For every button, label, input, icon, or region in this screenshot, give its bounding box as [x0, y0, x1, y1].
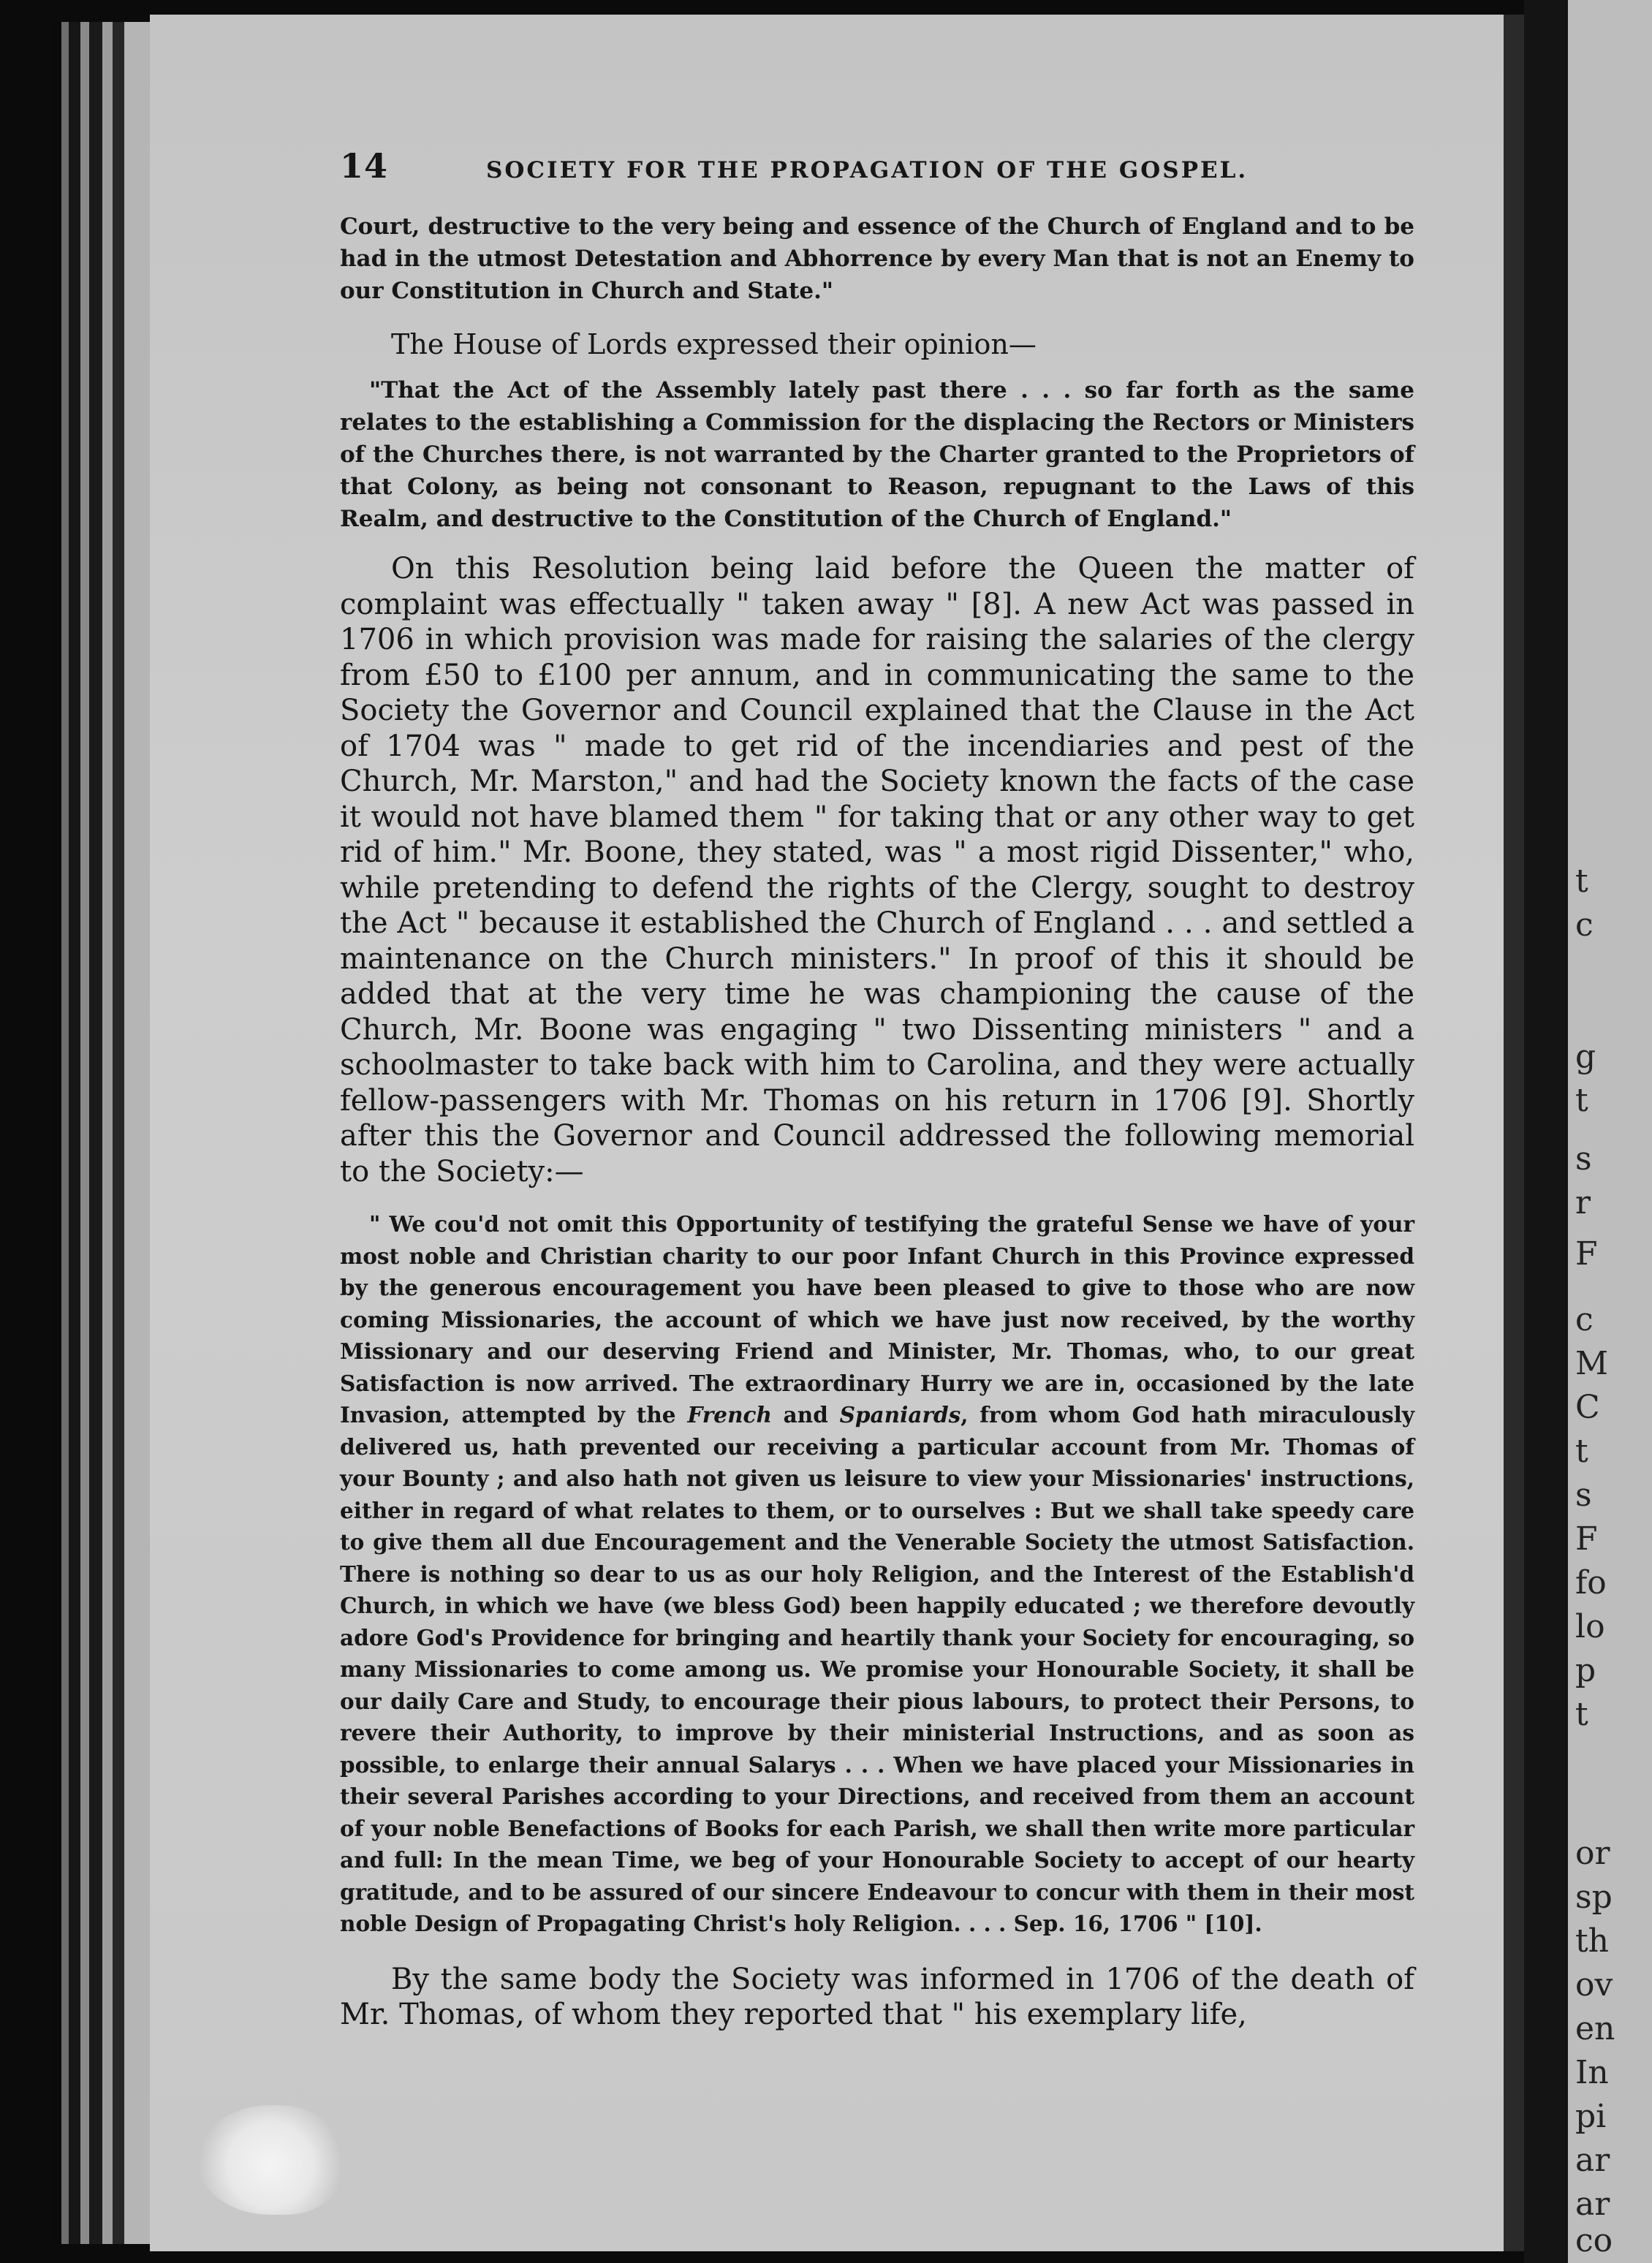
- adjacent-page-fragment: g: [1575, 1038, 1596, 1075]
- adjacent-page-fragment: s: [1575, 1477, 1592, 1514]
- adjacent-page-fragment: p: [1575, 1652, 1596, 1689]
- memorial-and: and: [771, 1402, 840, 1428]
- book-binding-edge: [51, 22, 161, 2244]
- adjacent-page-fragment: lo: [1575, 1608, 1605, 1645]
- adjacent-page-fragment: ar: [1575, 2186, 1610, 2223]
- memorial-text-start: " We cou'd not omit this Opportunity of testifying the grateful Sense we have of your most noble and Christian charity to our poor Infant Church in this Province expressed by the generous encouragement you have been pleased to give to those who are now coming Missionaries, the account of which we have just now received, by the worthy Missionary and our deserving Friend and Minister, Mr. Thomas, who, to our great Satisfaction is now arrived. The extraordinary Hurry we are in, occasioned by the late Invasion, attempted by the: [340, 1211, 1414, 1428]
- page-content: [340, 146, 1414, 2033]
- opening-quote: Court, destructive to the very being and essence of the Church of England and to be had in the utmost Detestation and Abhorrence by every Man that is not an Enemy to our Constitution in Church and State.": [340, 213, 1414, 304]
- page-number: 14: [340, 146, 389, 186]
- adjacent-page-fragment: ar: [1575, 2142, 1610, 2179]
- adjacent-page-fragment: r: [1575, 1184, 1591, 1221]
- adjacent-page-fragment: c: [1575, 906, 1594, 944]
- adjacent-page-fragment: en: [1575, 2010, 1615, 2047]
- running-title: SOCIETY FOR THE PROPAGATION OF THE GOSPEL.: [486, 157, 1249, 183]
- adjacent-page-fragment: or: [1575, 1835, 1610, 1872]
- adjacent-page-fragment: C: [1575, 1389, 1600, 1426]
- adjacent-page-fragment: F: [1575, 1520, 1598, 1558]
- adjacent-page-fragment: M: [1575, 1345, 1609, 1382]
- adjacent-page-fragment: pi: [1575, 2098, 1607, 2135]
- adjacent-page-fragment: F: [1575, 1235, 1598, 1273]
- adjacent-page-fragment: fo: [1575, 1564, 1607, 1601]
- adjacent-page-strip: [1568, 0, 1652, 2263]
- memorial-text-end: , from whom God hath miraculously delivered us, hath prevented our receiving a particular account from Mr. Thomas of your Bounty ; and also hath not given us leisure to view your Missionaries' instructions, either in regard of what relates to them, or to ourselves : But we shall take speedy care to give them all due Encouragement and the Venerable Society the utmost Satisfaction. There is nothing so dear to us as our holy Religion, and the Interest of the Establish'd Church, in which we have (we bless God) been happily educated ; we therefore devoutly adore God's Providence for bringing and heartily thank your Society for encouraging, so many Missionaries to come among us. We promise your Honourable Society, it shall be our daily Care and Study, to encourage their pious labours, to protect their Persons, to revere their Authority, to improve by their ministerial Instructions, and as soon as possible, to enlarge their annual Salarys . . . When we have placed your Missionaries in their several Parishes according to your Directions, and received from them an account of your noble Benefactions of Books for each Parish, we shall then write more particular and full: In the mean Time, we beg of your Honourable Society to accept of our hearty gratitude, and to be assured of our sincere Endeavour to concur with them in their most noble Design of Propagating Christ's holy Religion. . . . Sep. 16, 1706 " [10].: [340, 1402, 1414, 1936]
- lords-intro: The House of Lords expressed their opinion—: [391, 328, 1037, 360]
- adjacent-page-fragment: s: [1575, 1140, 1592, 1178]
- adjacent-page-fragment: t: [1575, 1433, 1588, 1470]
- paper-damage-smudge: [197, 2105, 344, 2215]
- adjacent-page-fragment: ov: [1575, 1966, 1613, 2004]
- memorial-spaniards: Spaniards: [839, 1402, 961, 1428]
- memorial-quote: [340, 1208, 1414, 1940]
- adjacent-page-fragment: t: [1575, 863, 1588, 900]
- adjacent-page-fragment: c: [1575, 1301, 1594, 1338]
- adjacent-page-fragment: sp: [1575, 1879, 1613, 1916]
- adjacent-page-fragment: t: [1575, 1696, 1588, 1733]
- page-header: [340, 146, 1414, 205]
- memorial-french: French: [687, 1402, 772, 1428]
- adjacent-page-fragment: co: [1575, 2222, 1613, 2259]
- page-gutter-shadow: [1524, 0, 1568, 2263]
- adjacent-page-fragment: t: [1575, 1082, 1588, 1119]
- lords-quote: "That the Act of the Assembly lately past there . . . so far forth as the same relates to the establishing a Commission for the displacing the Rectors or Ministers of the Churches there, is not warranted by the Charter granted to the Proprietors of that Colony, as being not consonant to Reason, repugnant to the Laws of this Realm, and destructive to the Constitution of the Church of England.": [340, 377, 1414, 532]
- adjacent-page-fragment: th: [1575, 1922, 1610, 1960]
- resolution-paragraph: On this Resolution being laid before the Queen the matter of complaint was effectually " taken away " [8]. A new Act was passed in 1706 in which provision was made for raising the salaries of the clergy from £50 to £100 per annum, and in communicating the same to the Society the Governor and Council explained that the Clause in the Act of 1704 was " made to get rid of the incendiaries and pest of the Church, Mr. Marston," and had the Society known the facts of the case it would not have blamed them " for taking that or any other way to get rid of him." Mr. Boone, they stated, was " a most rigid Dissenter," who, while pretending to defend the rights of the Clergy, sought to destroy the Act " because it established the Church of England . . . and settled a maintenance on the Church ministers." In proof of this it should be added that at the very time he was championing the cause of the Church, Mr. Boone was engaging " two Dissenting ministers " and a schoolmaster to take back with him to Carolina, and they were actually fellow-passengers with Mr. Thomas on his return in 1706 [9]. Shortly after this the Governor and Council addressed the following memorial to the Society:—: [340, 552, 1414, 1189]
- closing-paragraph: By the same body the Society was informed in 1706 of the death of Mr. Thomas, of whom they reported that " his exemplary life,: [340, 1962, 1414, 2031]
- adjacent-page-fragment: In: [1575, 2054, 1609, 2091]
- adjacent-page-fragments: [1575, 0, 1652, 2263]
